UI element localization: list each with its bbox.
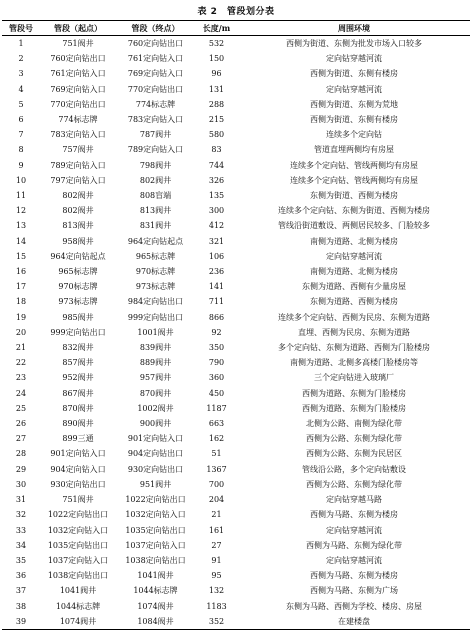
cell-section-no: 19: [15, 312, 27, 322]
header-section-no: 管段号: [2, 21, 40, 36]
cell-environment: 西侧为马路、东侧为楼房: [310, 571, 398, 581]
cell-end-point: 973标志牌: [135, 282, 176, 292]
table-row: [2, 553, 470, 568]
cell-environment: 连续多个定向钻、管线两侧均有房屋: [290, 160, 418, 170]
cell-section-no: 23: [15, 373, 27, 383]
cell-length: 135: [208, 191, 225, 201]
cell-start-point: 958阀井: [62, 236, 94, 246]
cell-end-point: 951阀井: [139, 479, 172, 489]
cell-end-point: 1001阀井: [137, 327, 174, 337]
cell-environment: 定向钻穿越河流: [326, 54, 382, 64]
cell-environment: 南侧为道路、北侧为楼房: [310, 236, 398, 246]
cell-start-point: 870阀井: [62, 403, 94, 413]
cell-length: 700: [208, 479, 225, 489]
cell-environment: 连续多个定向钻、管线两侧均有房屋: [290, 175, 418, 185]
cell-end-point: 1041阀井: [137, 571, 174, 581]
cell-start-point: 761定向钻入口: [50, 69, 106, 79]
table-row: [2, 310, 470, 325]
cell-start-point: 899三通: [62, 434, 94, 444]
cell-start-point: 1037定向钻入口: [47, 555, 109, 565]
cell-length: 106: [208, 251, 225, 261]
header-environment: 周围环境: [238, 21, 470, 36]
cell-environment: 连续多个定向钻、东侧为街道、西侧为楼房: [278, 206, 430, 216]
table-row: [2, 142, 470, 157]
cell-start-point: 1041阀井: [59, 586, 97, 596]
cell-section-no: 34: [15, 540, 27, 550]
cell-length: 132: [208, 586, 225, 596]
table-row: [2, 112, 470, 127]
table-row: [2, 51, 470, 66]
cell-section-no: 28: [15, 449, 27, 459]
cell-environment: 定向钻穿越河流: [326, 555, 382, 565]
cell-start-point: 973标志牌: [58, 297, 98, 307]
cell-environment: 西侧为马路、东侧为绿化带: [306, 540, 402, 550]
cell-length: 204: [208, 495, 225, 505]
cell-section-no: 14: [15, 236, 27, 246]
table-row: [2, 203, 470, 218]
cell-start-point: 797定向钻入口: [50, 175, 106, 185]
cell-section-no: 9: [18, 160, 24, 170]
cell-section-no: 8: [18, 145, 24, 155]
table-row: [2, 492, 470, 507]
table-caption: 表 2 管段划分表: [197, 7, 275, 17]
cell-environment: 在建楼盘: [238, 614, 470, 630]
cell-start-point: 832阀井: [62, 343, 94, 353]
cell-end-point: 984定向钻出口: [127, 297, 184, 307]
table-row: [2, 188, 470, 203]
cell-end-point: 965标志牌: [135, 251, 176, 261]
cell-end-point: 802阀井: [139, 175, 172, 185]
table-row: [2, 249, 470, 264]
cell-environment: 西侧为公路、东侧为民居区: [306, 449, 402, 459]
cell-length: 790: [208, 358, 225, 368]
cell-environment: 西侧为街道、东侧为批发市场入口较多: [286, 39, 422, 48]
cell-start-point: 774标志牌: [58, 115, 98, 125]
cell-section-no: 21: [15, 343, 27, 353]
table-row: [2, 583, 470, 598]
cell-end-point: 783定向钻入口: [127, 115, 184, 125]
cell-environment: 西侧为道路、东侧为门脸楼房: [302, 403, 406, 413]
table-row: [2, 370, 470, 385]
cell-start-point: 813阀井: [62, 221, 94, 231]
cell-length: 1187: [206, 403, 227, 413]
cell-section-no: 20: [15, 327, 27, 337]
cell-section-no: 15: [15, 251, 27, 261]
cell-end-point: 1035定向钻出口: [125, 525, 186, 535]
cell-end-point: 798阀井: [139, 160, 172, 170]
cell-end-point: 769定向钻入口: [127, 69, 184, 79]
cell-environment: 西侧为街道、东侧为荒地: [310, 99, 398, 109]
table-row: [2, 97, 470, 112]
cell-start-point: 769定向钻入口: [50, 84, 106, 94]
cell-environment: 管线沿街道敷设、两侧居民较多、门脸较多: [278, 221, 430, 231]
header-end-point: 管段（终点）: [116, 21, 195, 36]
cell-environment: 西侧为街道、东侧有楼房: [310, 115, 398, 125]
cell-length: 162: [208, 434, 225, 444]
cell-section-no: 39: [2, 614, 40, 630]
cell-end-point: 1044标志牌: [133, 586, 178, 596]
cell-section-no: 13: [15, 221, 27, 231]
cell-length: 663: [208, 419, 225, 429]
cell-environment: 管线沿公路，多个定向钻敷设: [302, 464, 406, 474]
cell-length: 21: [211, 510, 222, 520]
cell-end-point: 904定向钻出口: [127, 449, 184, 459]
cell-section-no: 30: [15, 479, 27, 489]
cell-start-point: 970标志牌: [58, 282, 98, 292]
cell-length: 150: [208, 54, 225, 64]
cell-section-no: 36: [15, 571, 27, 581]
cell-section-no: 11: [15, 191, 27, 201]
cell-end-point: 1084阀井: [116, 614, 195, 630]
cell-environment: 直埋、西侧为民房、东侧为道路: [298, 327, 410, 337]
cell-length: 580: [208, 130, 225, 140]
table-row: [2, 325, 470, 340]
cell-start-point: 1074阀井: [40, 614, 116, 630]
table-row: [2, 431, 470, 446]
cell-start-point: 904定向钻入口: [50, 464, 106, 474]
cell-environment: 北侧为公路、南侧为绿化带: [306, 419, 402, 429]
cell-section-no: 17: [15, 282, 27, 292]
table-row: [2, 294, 470, 309]
cell-environment: 管道直埋两侧均有房屋: [314, 145, 394, 155]
cell-length: 141: [208, 282, 225, 292]
table-row: [2, 477, 470, 492]
cell-length: 352: [195, 614, 238, 630]
cell-environment: 南侧为道路、北侧为楼房: [310, 267, 398, 277]
cell-section-no: 7: [18, 130, 24, 140]
cell-length: 744: [208, 160, 225, 170]
cell-section-no: 2: [18, 54, 24, 64]
cell-environment: 西侧为马路、东侧为楼房: [310, 510, 398, 520]
cell-length: 27: [211, 540, 222, 550]
cell-section-no: 25: [15, 403, 27, 413]
cell-section-no: 22: [15, 358, 27, 368]
cell-start-point: 802阀井: [62, 191, 94, 201]
table-row: [2, 446, 470, 461]
cell-end-point: 774标志牌: [135, 99, 176, 109]
header-length: 长度/m: [195, 21, 238, 36]
cell-start-point: 751阀井: [62, 495, 94, 505]
cell-length: 96: [211, 69, 222, 79]
cell-start-point: 930定向钻出口: [50, 479, 106, 489]
table-row: [2, 127, 470, 142]
cell-section-no: 10: [15, 175, 27, 185]
table-row: [2, 340, 470, 355]
table-row: [2, 568, 470, 583]
cell-section-no: 27: [15, 434, 27, 444]
cell-length: 866: [208, 312, 225, 322]
cell-section-no: 32: [15, 510, 27, 520]
table-row: [2, 82, 470, 97]
cell-length: 326: [208, 175, 225, 185]
cell-environment: 定向钻穿越马路: [326, 495, 382, 505]
cell-start-point: 1038定向钻出口: [47, 571, 109, 581]
cell-length: 91: [211, 555, 222, 565]
table-row: [2, 355, 470, 370]
cell-environment: 定向钻穿越河流: [326, 525, 382, 535]
cell-environment: 西侧为道路、东侧为门脸楼房: [302, 388, 406, 398]
cell-length: 350: [208, 343, 225, 353]
cell-section-no: 33: [15, 525, 27, 535]
table-row: [2, 599, 470, 614]
cell-start-point: 857阀井: [62, 358, 94, 368]
cell-end-point: 1038定向钻出口: [125, 555, 186, 565]
cell-end-point: 930定向钻出口: [127, 464, 184, 474]
cell-end-point: 831阀井: [139, 221, 172, 231]
cell-environment: 连续多个定向钻、西侧为民房、东侧为道路: [278, 312, 430, 322]
cell-section-no: 35: [15, 555, 27, 565]
cell-start-point: 1044标志牌: [55, 601, 101, 611]
cell-length: 215: [208, 115, 225, 125]
table-row: [2, 462, 470, 477]
cell-environment: 西侧为公路、东侧为绿化带: [306, 434, 402, 444]
cell-length: 288: [208, 99, 225, 109]
cell-start-point: 751阀井: [62, 39, 94, 48]
cell-environment: 西侧为马路、东侧为广场: [310, 586, 398, 596]
cell-environment: 三个定向钻进入玻璃厂: [314, 373, 394, 383]
cell-start-point: 770定向钻出口: [50, 99, 106, 109]
table-row: [2, 386, 470, 401]
cell-start-point: 952阀井: [62, 373, 94, 383]
cell-length: 236: [208, 267, 225, 277]
cell-end-point: 957阀井: [139, 373, 172, 383]
table-row: [2, 507, 470, 522]
cell-end-point: 901定向钻入口: [127, 434, 184, 444]
table-row: [2, 234, 470, 249]
cell-environment: 东侧为街道、西侧为楼房: [310, 191, 398, 201]
cell-length: 321: [208, 236, 225, 246]
cell-section-no: 24: [15, 388, 27, 398]
table-row: [2, 279, 470, 294]
cell-section-no: 29: [15, 464, 27, 474]
table-row: [2, 218, 470, 233]
cell-start-point: 789定向钻入口: [50, 160, 106, 170]
cell-end-point: 1074阀井: [137, 601, 174, 611]
cell-length: 1367: [206, 464, 227, 474]
cell-length: 92: [211, 327, 222, 337]
cell-environment: 定向钻穿越河流: [326, 84, 382, 94]
table-row: [2, 66, 470, 81]
cell-end-point: 789定向钻入口: [127, 145, 184, 155]
cell-length: 131: [208, 84, 225, 94]
cell-start-point: 757阀井: [62, 145, 94, 155]
cell-start-point: 1022定向钻出口: [47, 510, 109, 520]
cell-start-point: 1035定向钻出口: [47, 540, 109, 550]
cell-start-point: 965标志牌: [58, 267, 98, 277]
cell-start-point: 802阀井: [62, 206, 94, 216]
header-start-point: 管段（起点）: [40, 21, 116, 36]
cell-length: 412: [208, 221, 225, 231]
table-row: [2, 538, 470, 553]
cell-end-point: 1032定向钻入口: [125, 510, 186, 520]
cell-start-point: 985阀井: [62, 312, 94, 322]
pipe-section-table: [2, 20, 470, 630]
cell-end-point: 964定向钻起点: [127, 236, 184, 246]
cell-end-point: 1022定向钻出口: [125, 495, 186, 505]
cell-length: 300: [208, 206, 225, 216]
cell-length: 711: [208, 297, 225, 307]
cell-end-point: 970标志牌: [135, 267, 176, 277]
cell-section-no: 5: [18, 99, 24, 109]
cell-end-point: 889阀井: [139, 358, 172, 368]
cell-section-no: 12: [15, 206, 27, 216]
cell-length: 360: [208, 373, 225, 383]
cell-end-point: 870阀井: [139, 388, 172, 398]
cell-start-point: 760定向钻出口: [50, 54, 106, 64]
cell-section-no: 1: [18, 39, 24, 48]
cell-environment: 多个定向钻、东侧为道路、西侧为门脸楼房: [278, 343, 430, 353]
table-row: [2, 264, 470, 279]
cell-length: 95: [211, 571, 222, 581]
cell-end-point: 770定向钻出口: [127, 84, 184, 94]
cell-environment: 连续多个定向钻: [326, 130, 382, 140]
table-row: [2, 416, 470, 431]
cell-section-no: 3: [18, 69, 24, 79]
cell-environment: 东侧为马路、西侧为学校、楼房、房屋: [286, 601, 422, 611]
cell-section-no: 16: [15, 267, 27, 277]
cell-environment: 定向钻穿越河流: [326, 251, 382, 261]
cell-end-point: 787阀井: [139, 130, 172, 140]
cell-start-point: 783定向钻入口: [50, 130, 106, 140]
table-row: [2, 36, 470, 52]
cell-length: 83: [211, 145, 222, 155]
cell-environment: 西侧为公路、东侧为绿化带: [306, 479, 402, 489]
table-header-row: [2, 21, 470, 36]
cell-length: 1183: [206, 601, 227, 611]
cell-start-point: 901定向钻入口: [50, 449, 106, 459]
table-row: [2, 158, 470, 173]
cell-end-point: 900阀井: [139, 419, 172, 429]
cell-end-point: 813阀井: [139, 206, 172, 216]
cell-length: 51: [211, 449, 222, 459]
table-row: [2, 523, 470, 538]
cell-environment: 东侧为道路、西侧为楼房: [310, 297, 398, 307]
cell-end-point: 760定向钻出口: [127, 39, 184, 48]
table-body: [2, 36, 470, 630]
cell-end-point: 1037定向钻入口: [125, 540, 186, 550]
table-row: [2, 401, 470, 416]
cell-section-no: 18: [15, 297, 27, 307]
cell-end-point: 999定向钻出口: [127, 312, 184, 322]
cell-start-point: 1032定向钻入口: [47, 525, 109, 535]
cell-section-no: 4: [18, 84, 24, 94]
cell-environment: 南侧为道路、北侧多高楼门脸楼房等: [290, 358, 418, 368]
cell-end-point: 1002阀井: [137, 403, 174, 413]
cell-start-point: 890阀井: [62, 419, 94, 429]
cell-section-no: 37: [15, 586, 27, 596]
cell-length: 532: [208, 39, 225, 48]
cell-start-point: 999定向钻出口: [50, 327, 106, 337]
table-row: [2, 614, 470, 630]
cell-length: 161: [208, 525, 225, 535]
cell-section-no: 26: [15, 419, 27, 429]
cell-end-point: 839阀井: [139, 343, 172, 353]
cell-environment: 东侧为道路、西侧有少量房屋: [302, 282, 406, 292]
cell-environment: 西侧为街道、东侧有楼房: [310, 69, 398, 79]
cell-end-point: 761定向钻入口: [127, 54, 184, 64]
cell-section-no: 38: [15, 601, 27, 611]
table-row: [2, 173, 470, 188]
cell-start-point: 867阀井: [62, 388, 94, 398]
cell-end-point: 808盲端: [139, 191, 172, 201]
cell-section-no: 6: [18, 115, 24, 125]
cell-section-no: 31: [15, 495, 27, 505]
cell-start-point: 964定向钻起点: [50, 251, 106, 261]
cell-length: 450: [208, 388, 225, 398]
